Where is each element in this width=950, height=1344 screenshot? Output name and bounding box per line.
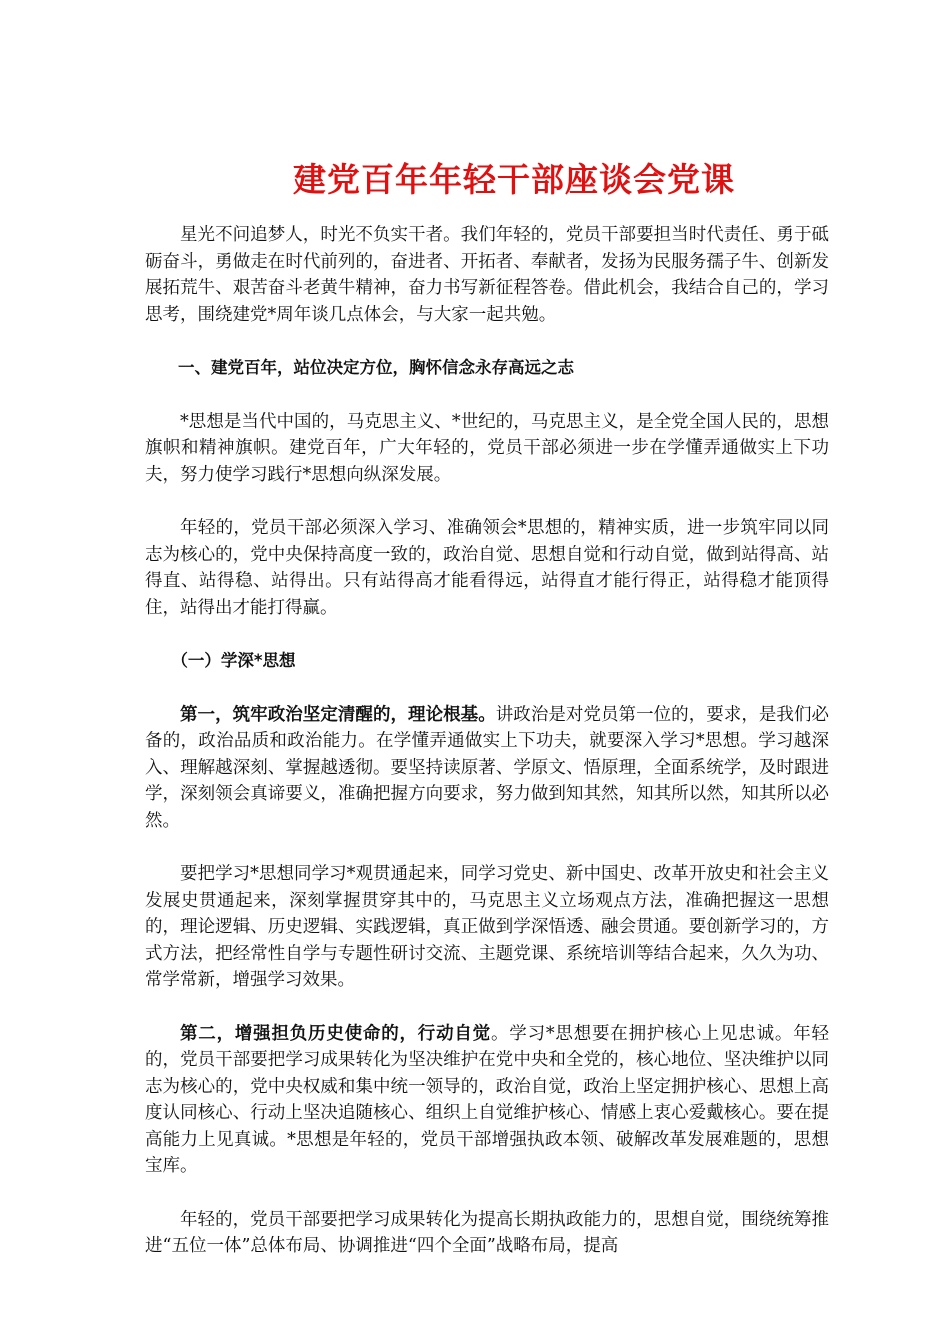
document-body: [145, 222, 829, 1260]
document-title: 建党百年年轻干部座谈会党课: [293, 160, 735, 199]
section1-paragraph-1: *思想是当代中国的，马克思主义、*世纪的，马克思主义，是全党全国人民的，思想旗帜和精神旗帜。建党百年，广大年轻的，党员干部必须进一步在学懂弄通做实上下功夫，努力使学习践行*思想向纵深发展。: [145, 411, 829, 485]
section1-paragraph-2: 年轻的，党员干部必须深入学习、准确领会*思想的，精神实质，进一步筑牢同以同志为核心的，党中央保持高度一致的，政治自觉、思想自觉和行动自觉，做到站得高、站得直、站得稳、站得出。只有站得高才能看得远，站得直才能行得正，站得稳才能顶得住，站得出才能打得赢。: [145, 518, 829, 618]
point1-lead: 第一，筑牢政治坚定清醒的，理论根基。: [180, 704, 496, 725]
point1-paragraph: [145, 702, 829, 835]
point2-text: 。学习*思想要在拥护核心上见忠诚。年轻的，党员干部要把学习成果转化为坚决维护在党中央和全党的，核心地位、坚决维护以同志为核心的，党中央权威和集中统一领导的，政治自觉，政治上坚定拥护核心、思想上高度认同核心、行动上坚决追随核心、组织上自觉维护核心、情感上衷心爱戴核心。要在提高能力上见真诚。*思想是年轻的，党员干部增强执政本领、破解改革发展难题的，思想宝库。: [145, 1023, 830, 1176]
section-heading-1: 一、建党百年，站位决定方位，胸怀信念永存高远之志: [178, 358, 574, 377]
point2-paragraph-2: 年轻的，党员干部要把学习成果转化为提高长期执政能力的，思想自觉，围绕统筹推进“五位一体”总体布局、协调推进“四个全面”战略布局，提高: [145, 1209, 829, 1256]
point1-text: 讲政治是对党员第一位的，要求，是我们必备的，政治品质和政治能力。在学懂弄通做实上下功夫，就要深入学习*思想。学习越深入、理解越深刻、掌握越透彻。要坚持读原著、学原文、悟原理，全面系统学，及时跟进学，深刻领会真谛要义，准确把握方向要求，努力做到知其然，知其所以然，知其所以必然。: [145, 704, 829, 831]
intro-paragraph: 星光不问追梦人，时光不负实干者。我们年轻的，党员干部要担当时代责任、勇于砥砺奋斗，勇做走在时代前列的，奋进者、开拓者、奉献者，发扬为民服务孺子牛、创新发展拓荒牛、艰苦奋斗老黄牛精神，奋力书写新征程答卷。借此机会，我结合自己的，学习思考，围绕建党*周年谈几点体会，与大家一起共勉。: [145, 225, 829, 325]
point2-lead: 第二，增强担负历史使命的，行动自觉: [180, 1023, 491, 1044]
point2-paragraph: [145, 1021, 829, 1180]
point1-paragraph-2: 要把学习*思想同学习*观贯通起来，同学习党史、新中国史、改革开放史和社会主义发展史贯通起来，深刻掌握贯穿其中的，马克思主义立场观点方法，准确把握这一思想的，理论逻辑、历史逻辑、实践逻辑，真正做到学深悟透、融会贯通。要创新学习的，方式方法，把经常性自学与专题性研讨交流、主题党课、系统培训等结合起来，久久为功、常学常新，增强学习效果。: [145, 864, 829, 990]
subsection-heading-1: （一）学深*思想: [171, 651, 296, 670]
